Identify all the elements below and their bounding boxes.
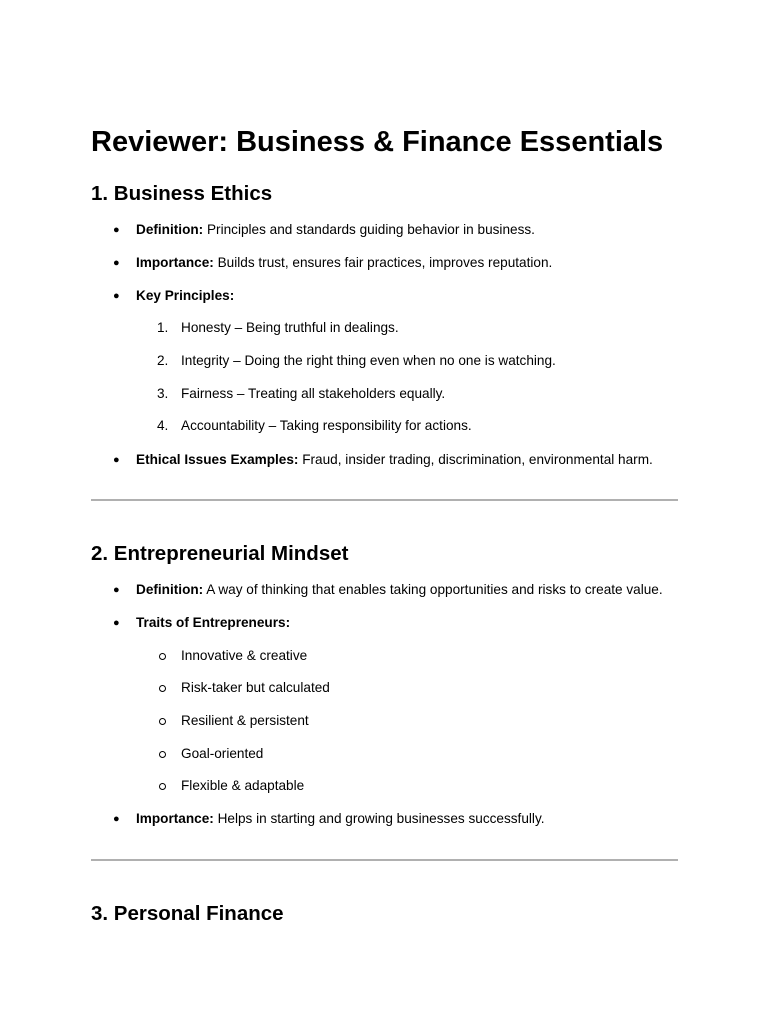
list-number: 3. [157, 386, 169, 401]
bullet-icon: ● [113, 617, 120, 629]
principle-item: Accountability – Taking responsibility for actions. [181, 418, 472, 433]
trait-item: Innovative & creative [181, 648, 308, 663]
list-item-key-principles [136, 286, 234, 306]
item-text: Principles and standards guiding behavior in business. [203, 222, 535, 237]
hollow-bullet-icon [159, 751, 166, 758]
section-divider [91, 859, 678, 861]
hollow-bullet-icon [159, 783, 166, 790]
item-label: Definition: [136, 222, 204, 237]
list-number: 2. [157, 353, 169, 368]
bullet-icon: ● [113, 454, 120, 466]
item-text: A way of thinking that enables taking opportunities and risks to create value. [203, 582, 663, 597]
list-item-definition [136, 220, 535, 240]
list-item-importance [136, 253, 552, 273]
list-number: 4. [157, 418, 169, 433]
section-heading-personal-finance: 3. Personal Finance [91, 902, 284, 925]
bullet-icon: ● [113, 813, 120, 825]
section-heading-business-ethics: 1. Business Ethics [91, 182, 273, 205]
bullet-icon: ● [113, 257, 120, 269]
list-item-traits [136, 613, 290, 633]
trait-item: Flexible & adaptable [181, 778, 305, 793]
principle-item: Fairness – Treating all stakeholders equally. [181, 386, 446, 401]
trait-item: Risk-taker but calculated [181, 680, 330, 695]
list-number: 1. [157, 320, 169, 335]
item-label: Ethical Issues Examples: [136, 452, 299, 467]
hollow-bullet-icon [159, 718, 166, 725]
item-label: Definition: [136, 582, 204, 597]
principle-item: Integrity – Doing the right thing even when no one is watching. [181, 353, 556, 368]
principle-item: Honesty – Being truthful in dealings. [181, 320, 399, 335]
bullet-icon: ● [113, 584, 120, 596]
document-title: Reviewer: Business & Finance Essentials [91, 126, 664, 158]
section-heading-entrepreneurial-mindset: 2. Entrepreneurial Mindset [91, 542, 349, 565]
trait-item: Resilient & persistent [181, 713, 309, 728]
trait-item: Goal-oriented [181, 746, 264, 761]
item-text: Fraud, insider trading, discrimination, environmental harm. [298, 452, 653, 467]
list-item-ethical-issues [136, 450, 653, 470]
hollow-bullet-icon [159, 685, 166, 692]
item-text: Builds trust, ensures fair practices, improves reputation. [213, 255, 553, 270]
item-label: Traits of Entrepreneurs: [136, 615, 291, 630]
section-divider [91, 499, 678, 501]
item-label: Importance: [136, 255, 214, 270]
list-item-importance [136, 809, 545, 829]
item-label: Key Principles: [136, 288, 235, 303]
hollow-bullet-icon [159, 653, 166, 660]
item-label: Importance: [136, 811, 214, 826]
bullet-icon: ● [113, 224, 120, 236]
bullet-icon: ● [113, 290, 120, 302]
item-text: Helps in starting and growing businesses successfully. [213, 811, 545, 826]
list-item-definition [136, 580, 663, 600]
